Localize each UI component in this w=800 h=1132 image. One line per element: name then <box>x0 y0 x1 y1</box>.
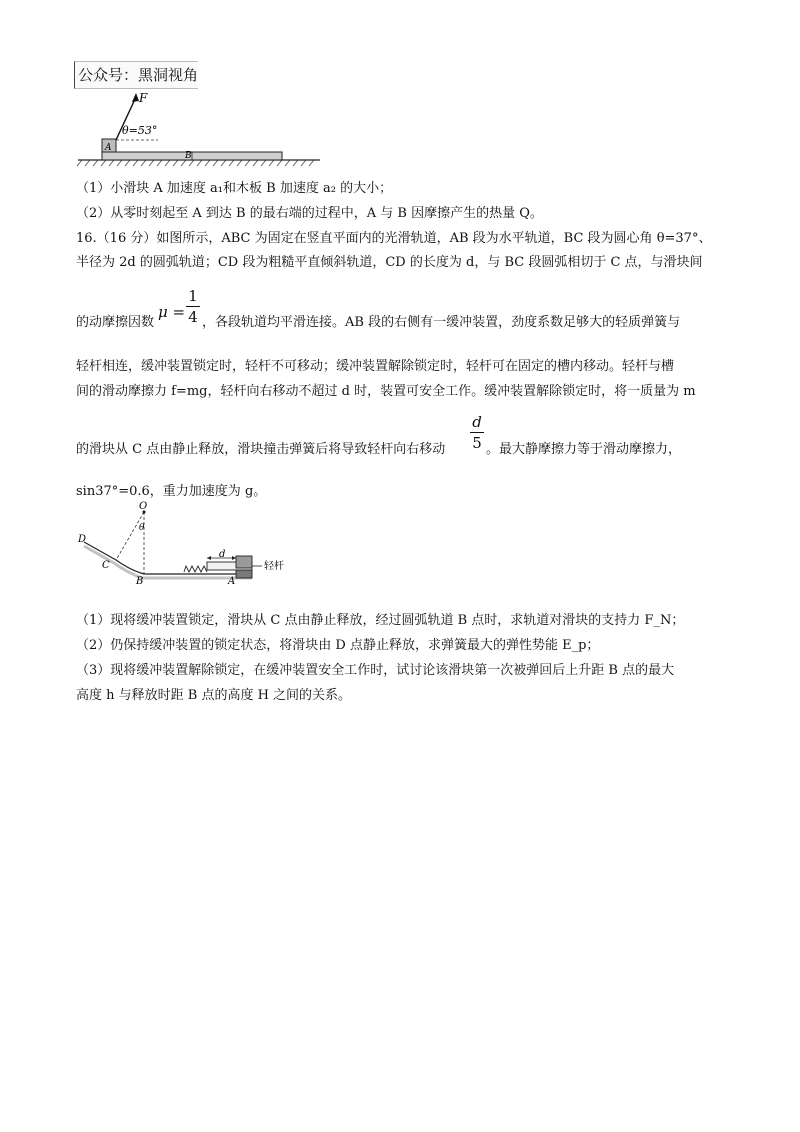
figure-track-buffer <box>76 500 286 590</box>
rod-label: 轻杆 <box>264 561 284 572</box>
mu-numerator: 1 <box>188 287 198 305</box>
q16-line1: 16.（16 分）如图所示，ABC 为固定在竖直平面内的光滑轨道，AB 段为水平轨道，BC 段为圆心角 θ=37°、 <box>76 231 712 246</box>
q16-line7: sin37°=0.6，重力加速度为 g。 <box>76 484 267 499</box>
q16-line6-post: 。最大静摩擦力等于滑动摩擦力， <box>486 442 682 457</box>
q16-line4: 轻杆相连，缓冲装置锁定时，轻杆不可移动；缓冲装置解除锁定时，轻杆可在固定的槽内移动。轻杆与槽 <box>76 359 675 374</box>
q16-sub1: （1）现将缓冲装置锁定，滑块从 C 点由静止释放，经过圆弧轨道 B 点时，求轨道对滑块的支持力 F_N； <box>76 613 685 628</box>
d-numerator: d <box>472 413 482 431</box>
point-o-label: O <box>139 501 148 512</box>
q16-line5: 间的滑动摩擦力 f=mg，轻杆向右移动不超过 d 时，装置可安全工作。缓冲装置解除锁定时，将一质量为 m <box>76 384 696 399</box>
theta-label: θ <box>139 523 145 533</box>
board-b-label: B <box>185 151 192 161</box>
mu-fraction <box>186 287 200 326</box>
point-b-label: B <box>136 576 144 587</box>
mu-denominator: 4 <box>188 308 198 326</box>
d-dimension-label: d <box>219 549 226 560</box>
point-d-label: D <box>78 534 87 545</box>
watermark-label: 公众号：黑洞视角 <box>74 61 198 89</box>
point-a-label: A <box>228 576 236 587</box>
mu-symbol: μ = <box>158 303 186 321</box>
q16-line3-post: ，各段轨道均平滑连接。AB 段的右侧有一缓冲装置，劲度系数足够大的轻质弹簧与 <box>202 315 681 330</box>
block-a-label: A <box>105 143 112 153</box>
q16-line3-pre: 的动摩擦因数 <box>76 315 155 330</box>
q15-sub1: （1）小滑块 A 加速度 a₁和木板 B 加速度 a₂ 的大小； <box>76 181 393 196</box>
q16-sub3b: 高度 h 与释放时距 B 点的高度 H 之间的关系。 <box>76 688 352 703</box>
q15-sub2: （2）从零时刻起至 A 到达 B 的最右端的过程中，A 与 B 因摩擦产生的热量 Q。 <box>76 206 543 221</box>
point-c-label: C <box>102 560 110 571</box>
d-denominator: 5 <box>472 434 482 452</box>
q16-sub2: （2）仍保持缓冲装置的锁定状态，将滑块由 D 点静止释放，求弹簧最大的弹性势能 E_p； <box>76 638 600 653</box>
q16-sub3a: （3）现将缓冲装置解除锁定，在缓冲装置安全工作时，试讨论该滑块第一次被弹回后上升距 B 点的最大 <box>76 663 675 678</box>
angle-label: θ=53° <box>122 124 158 137</box>
force-label: F <box>139 91 148 105</box>
d-fraction <box>470 413 484 452</box>
q16-line2: 半径为 2d 的圆弧轨道；CD 段为粗糙平直倾斜轨道，CD 的长度为 d，与 BC 段圆弧相切于 C 点，与滑块间 <box>76 255 703 270</box>
q16-line6-pre: 的滑块从 C 点由静止释放，滑块撞击弹簧后将导致轻杆向右移动 <box>76 442 446 457</box>
figure-block-on-board <box>76 88 326 170</box>
